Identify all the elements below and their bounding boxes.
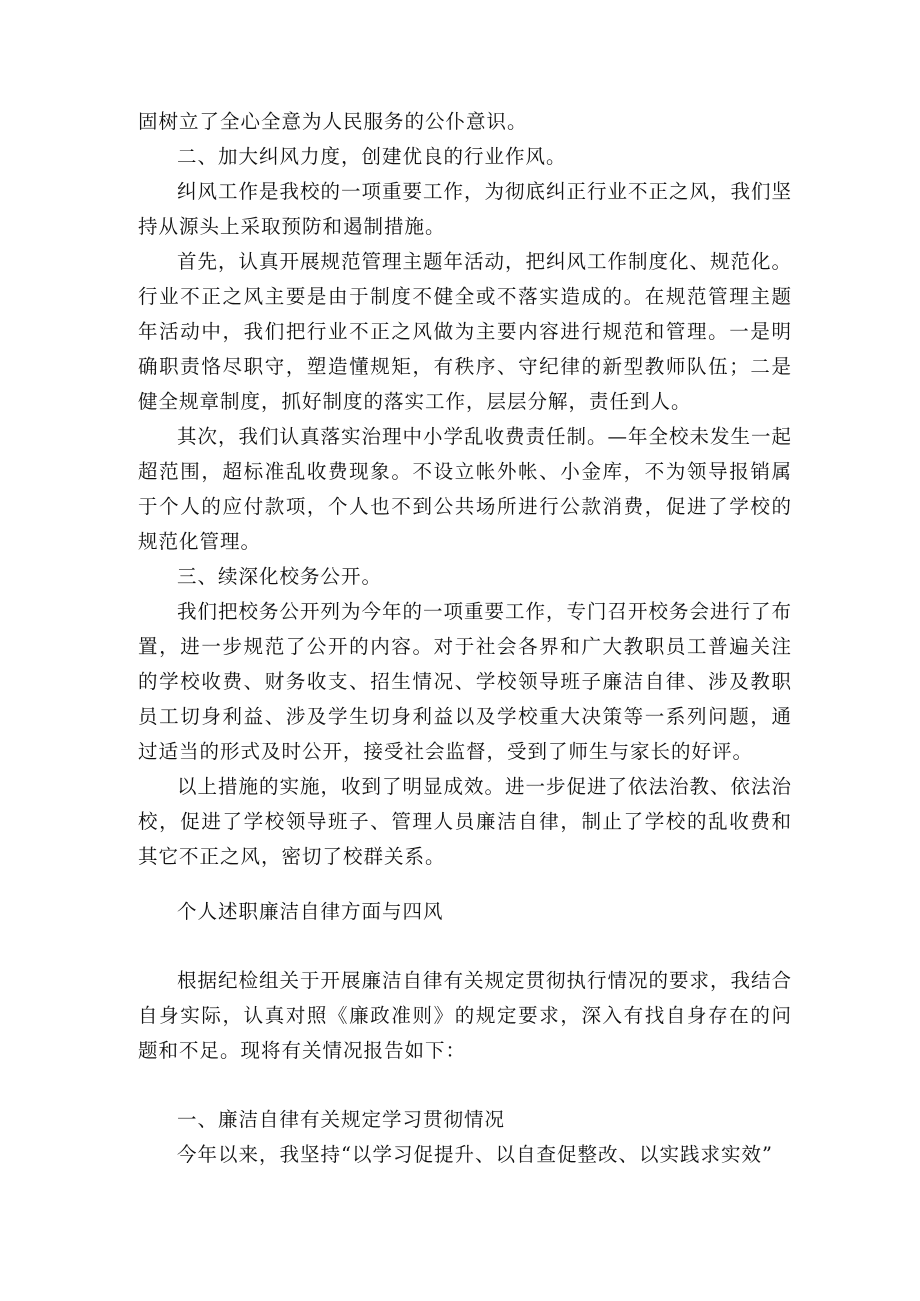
paragraph-second-measure: 其次，我们认真落实治理中小学乱收费责任制。—年全校未发生一起超范围，超标准乱收费现象。不设立帐外帐、小金库，不为领导报销属于个人的应付款项，个人也不到公共场所进行公款消费，促进了学校的规范化管理。 <box>138 425 793 553</box>
paragraph-continuation: 固树立了全心全意为人民服务的公仆意识。 <box>138 110 528 133</box>
section-heading-one: 一、廉洁自律有关规定学习贯彻情况 <box>177 1108 506 1131</box>
paragraph-school-affairs: 我们把校务公开列为今年的一项重要工作，专门召开校务会进行了布置，进一步规范了公开的内容。对于社会各界和广大教职员工普遍关注的学校收费、财务收支、招生情况、学校领导班子廉洁自律、涉及教职员工切身利益、涉及学生切身利益以及学校重大决策等一系列问题，通过适当的形式及时公开，接受社会监督，受到了师生与家长的好评。 <box>138 600 793 763</box>
spacer <box>138 874 792 894</box>
paragraph-intro-report: 根据纪检组关于开展廉洁自律有关规定贯彻执行情况的要求，我结合自身实际，认真对照《廉政准则》的规定要求，深入有找自身存在的问题和不足。现将有关情况报告如下： <box>138 969 793 1062</box>
paragraph-results: 以上措施的实施，收到了明显成效。进一步促进了依法治教、依法治校，促进了学校领导班子、管理人员廉洁自律，制止了学校的乱收费和其它不正之风，密切了校群关系。 <box>138 775 793 868</box>
document-page <box>138 104 792 1172</box>
paragraph-jiufeng-intro: 纠风工作是我校的一项重要工作，为彻底纠正行业不正之风，我们坚持从源头上采取预防和遏制措施。 <box>138 180 793 238</box>
section-heading-three: 三、续深化校务公开。 <box>177 565 383 588</box>
paragraph-first-measure: 首先，认真开展规范管理主题年活动，把纠风工作制度化、规范化。行业不正之风主要是由于制度不健全或不落实造成的。在规范管理主题年活动中，我们把行业不正之风做为主要内容进行规范和管理。一是明确职责恪尽职守，塑造懂规矩，有秩序、守纪律的新型教师队伍；二是健全规章制度，抓好制度的落实工作，层层分解，责任到人。 <box>138 250 793 413</box>
section-heading-two: 二、加大纠风力度，创建优良的行业作风。 <box>177 145 567 168</box>
spacer <box>138 1068 792 1102</box>
spacer <box>138 929 792 963</box>
document-title: 个人述职廉洁自律方面与四风 <box>177 900 444 923</box>
paragraph-study-start: 今年以来，我坚持“以学习促提升、以自查促整改、以实践求实效” <box>177 1143 773 1166</box>
